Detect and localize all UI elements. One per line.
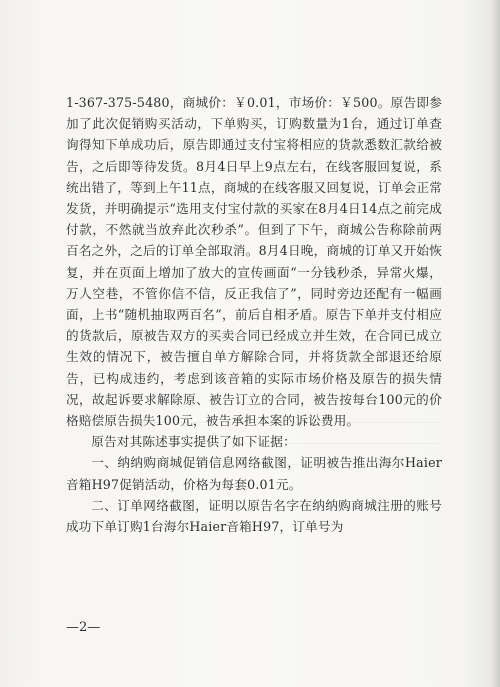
- document-body: [66, 92, 442, 537]
- paragraph-evidence-intro: 原告对其陈述事实提供了如下证据：: [91, 434, 296, 450]
- paragraph-evidence-2: 二、订单网络截图，证明以原告名字在纳纳购商城注册的账号成功下单订购1台海尔Haier音箱H97，订单号为: [66, 497, 442, 535]
- page-number: —2—: [66, 620, 101, 635]
- paragraph-facts: 1-367-375-5480，商城价：￥0.01，市场价：￥500。原告即参加了此次促销购买活动，下单购买，订购数量为1台，通过订单查询得知下单成功后，原告即通过支付宝将相应的货款悉数汇款给被告，之后即等待发货。8月4日早上9点左右，在线客服回复说，系统出错了，等到上午11点，商城的在线客服又回复说，订单会正常发货，并明确提示“选用支付宝付款的买家在8月4日14点之前完成付款，不然就当放弃此次秒杀”。但到了下午，商城公告称除前两百名之外，之后的订单全部取消。8月4日晚，商城的订单又开始恢复，并在页面上增加了放大的宣传画面“一分钱秒杀，异常火爆，万人空巷，不管你信不信，反正我信了”，同时旁边还配有一幅画面，上书“随机抽取两百名”，前后自相矛盾。原告下单并支付相应的货款后，原被告双方的买卖合同已经成立并生效，在合同已成立生效的情况下，被告擅自单方解除合同，并将货款全部退还给原告，已构成违约，考虑到该音箱的实际市场价格及原告的损失情况，故起诉要求解除原、被告订立的合同，被告按每台100元的价格赔偿原告损失100元，被告承担本案的诉讼费用。: [66, 95, 442, 429]
- paragraph-evidence-1: 一、纳纳购商城促销信息网络截图，证明被告推出海尔Haier音箱H97促销活动，价格为每套0.01元。: [66, 455, 442, 492]
- page-edge-shadow: [490, 0, 500, 687]
